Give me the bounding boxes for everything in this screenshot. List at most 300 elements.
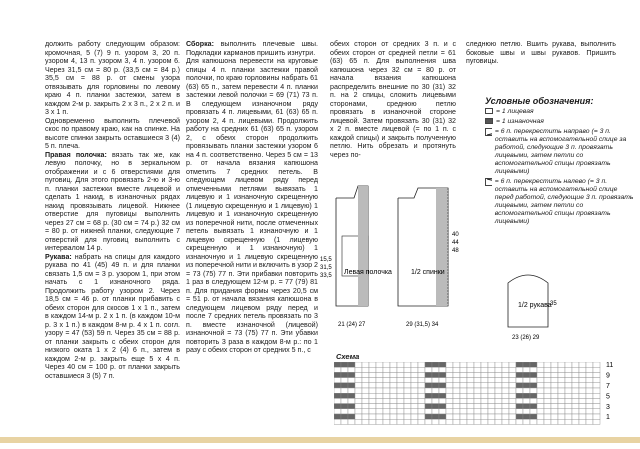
chart-cell xyxy=(418,409,425,414)
cable-right-symbol-icon xyxy=(485,128,492,136)
chart-cell xyxy=(425,404,432,409)
chart-cell xyxy=(474,404,481,409)
chart-cell xyxy=(565,409,572,414)
chart-cell xyxy=(369,388,376,393)
chart-cell xyxy=(572,414,579,419)
chart-cell xyxy=(537,362,544,367)
chart-cell xyxy=(593,383,600,388)
chart-cell xyxy=(593,398,600,403)
chart-cell xyxy=(579,383,586,388)
chart-cell xyxy=(404,372,411,377)
chart-cell xyxy=(348,372,355,377)
chart-cell xyxy=(467,414,474,419)
chart-cell xyxy=(523,393,530,398)
stitch-chart xyxy=(334,362,634,434)
chart-cell xyxy=(509,404,516,409)
chart-cell xyxy=(355,362,362,367)
chart-cell xyxy=(530,393,537,398)
chart-cell xyxy=(572,372,579,377)
chart-cell xyxy=(418,414,425,419)
chart-cell xyxy=(334,393,341,398)
chart-cell xyxy=(376,419,383,424)
chart-cell xyxy=(579,409,586,414)
chart-cell xyxy=(355,378,362,383)
chart-cell xyxy=(572,404,579,409)
chart-cell xyxy=(586,419,593,424)
paragraph: Одновременно выполнить плечевой скос по правому краю, как на спинке. На высоте спинки закрыть оставшиеся 3 (4) 5 п. плеча. xyxy=(45,116,180,150)
paragraph xyxy=(45,253,180,381)
chart-cell xyxy=(425,388,432,393)
chart-cell xyxy=(593,362,600,367)
chart-cell xyxy=(509,393,516,398)
chart-cell xyxy=(390,378,397,383)
chart-cell xyxy=(474,409,481,414)
chart-cell xyxy=(341,404,348,409)
chart-cell xyxy=(460,383,467,388)
chart-cell xyxy=(404,393,411,398)
chart-cell xyxy=(404,419,411,424)
chart-cell xyxy=(593,372,600,377)
chart-cell xyxy=(467,362,474,367)
chart-cell xyxy=(565,398,572,403)
chart-cell xyxy=(355,414,362,419)
chart-cell xyxy=(355,372,362,377)
chart-cell xyxy=(369,404,376,409)
chart-cell xyxy=(418,378,425,383)
chart-cell xyxy=(362,414,369,419)
chart-cell xyxy=(404,398,411,403)
chart-cell xyxy=(593,414,600,419)
chart-cell xyxy=(481,404,488,409)
chart-cell xyxy=(565,388,572,393)
chart-cell xyxy=(453,383,460,388)
chart-cell xyxy=(495,383,502,388)
chart-cell xyxy=(411,398,418,403)
legend-text: = 1 изнаночная xyxy=(496,118,544,125)
chart-cell xyxy=(460,362,467,367)
chart-cell xyxy=(467,419,474,424)
chart-cell xyxy=(376,383,383,388)
chart-cell xyxy=(551,398,558,403)
chart-cell xyxy=(411,419,418,424)
chart-cell xyxy=(432,393,439,398)
chart-cell xyxy=(376,362,383,367)
chart-cell xyxy=(397,398,404,403)
chart-cell xyxy=(453,414,460,419)
chart-cell xyxy=(432,372,439,377)
dim-label: 40 xyxy=(452,232,459,238)
chart-cell xyxy=(446,372,453,377)
dim-label: 33,5 xyxy=(320,273,332,279)
chart-cell xyxy=(411,383,418,388)
chart-cell xyxy=(418,372,425,377)
chart-cell xyxy=(551,409,558,414)
chart-cell xyxy=(334,367,341,372)
chart-cell xyxy=(418,362,425,367)
chart-cell xyxy=(544,383,551,388)
chart-cell xyxy=(334,372,341,377)
chart-cell xyxy=(474,388,481,393)
chart-cell xyxy=(369,393,376,398)
chart-cell xyxy=(572,409,579,414)
sleeve-label: 1/2 рукава xyxy=(518,302,552,309)
dim-label: 44 xyxy=(452,240,459,246)
chart-cell xyxy=(502,414,509,419)
chart-cell xyxy=(432,383,439,388)
paragraph: Для капюшона перевести на круговые спицы 4 п. планки застежки правой полочки, по краю горловины набрать 61 (63) 65 п., затем перевести 4 п. планки застежки левой полочки = 69 (71) 73 п. В следующем изнаночном ряду провязать 4 п. лицевыми, 61 (63) 65 п. узором 2, 4 п. лицевыми. Продолжить работу на средних 61 (63) 65 п. узором 2, с обеих сторон продолжить провязывать планки застежки узором 6 на 4 п. соответственно. Через 5 см = 13 р. от начала вязания капюшона отметить 7 средних петель. В следующем лицевом ряду перед отмеченными петлями вывязать 1 лицевую и 1 изнаночную скрещенную (1 лицевую скрещенную и 1 лицевую) 1 лицевую и 1 изнаночную скрещенную из поперечной нити, после отмеченных петель вывязать 1 изнаночную и 1 лицевую скрещенную (1 лицевую скрещенную и 1 изнаночную) 1 изнаночную и 1 лицевую скрещенную из поперечной нити и включить в узор 2 = 73 (75) 77 п. Эти прибавки повторить 1 раз в следующем 12-м р. = 77 (79) 81 п. Для придания формы через 20,5 см = 51 р. от начала вязания капюшона в следующем лицевом ряду перед и после 7 средних петель провязать по 3 п. вместе изнаночной (лицевой) изнаночной = 73 (75) 77 п. Эти убавки повторить 3 раза в каждом 8-м р.: по 1 разу с обеих сторон от средних 5 п., с xyxy=(186,57,318,354)
chart-cell xyxy=(411,378,418,383)
chart-cell xyxy=(516,409,523,414)
chart-cell xyxy=(523,388,530,393)
chart-cell xyxy=(572,419,579,424)
chart-cell xyxy=(404,383,411,388)
chart-cell xyxy=(362,419,369,424)
chart-cell xyxy=(579,414,586,419)
chart-cell xyxy=(537,378,544,383)
chart-cell xyxy=(537,398,544,403)
chart-cell xyxy=(579,404,586,409)
chart-cell xyxy=(495,419,502,424)
chart-cell xyxy=(411,409,418,414)
chart-cell xyxy=(348,362,355,367)
chart-cell xyxy=(586,393,593,398)
chart-cell xyxy=(376,378,383,383)
paragraph: обеих сторон от средних 3 п. и с обеих сторон от средней петли = 61 (63) 65 п. Для выполнения шва капюшона через 32 см = 80 р. от начала вязания капюшона распределить внешние по 30 (31) 32 п. на 2 спицы, сложить лицевыми сторонами, среднюю петлю провязать в изнаночной стороне лицевой. Затем провязать 30 (31) 32 х 2 п. вместе лицевой (= по 1 п. с каждой спицы) и закрыть полученную петлю. Нить обрезать и протянуть через по- xyxy=(330,40,456,159)
chart-cell xyxy=(334,378,341,383)
chart-cell xyxy=(404,414,411,419)
chart-cell xyxy=(516,367,523,372)
chart-cell xyxy=(488,409,495,414)
legend-item xyxy=(485,178,635,226)
chart-cell xyxy=(439,419,446,424)
chart-cell xyxy=(418,388,425,393)
chart-cell xyxy=(544,372,551,377)
chart-cell xyxy=(502,367,509,372)
chart-cell xyxy=(495,362,502,367)
chart-cell xyxy=(439,409,446,414)
chart-cell xyxy=(425,362,432,367)
chart-cell xyxy=(439,388,446,393)
section-heading: Правая полочка: xyxy=(45,150,107,159)
chart-cell xyxy=(446,388,453,393)
chart-cell xyxy=(474,419,481,424)
chart-cell xyxy=(481,372,488,377)
chart-cell xyxy=(348,393,355,398)
chart-cell xyxy=(390,367,397,372)
chart-cell xyxy=(439,404,446,409)
chart-cell xyxy=(453,388,460,393)
chart-cell xyxy=(502,419,509,424)
chart-cell xyxy=(334,383,341,388)
row-number: 1 xyxy=(606,414,610,422)
chart-cell xyxy=(383,398,390,403)
chart-cell xyxy=(502,393,509,398)
section-heading: Рукава: xyxy=(45,252,72,261)
chart-cell xyxy=(565,404,572,409)
chart-cell xyxy=(516,398,523,403)
chart-cell xyxy=(460,393,467,398)
chart-cell xyxy=(425,393,432,398)
chart-cell xyxy=(362,409,369,414)
chart-cell xyxy=(439,367,446,372)
back-fill xyxy=(436,188,448,306)
chart-cell xyxy=(397,372,404,377)
chart-cell xyxy=(404,409,411,414)
chart-cell xyxy=(586,383,593,388)
chart-cell xyxy=(390,372,397,377)
chart-cell xyxy=(355,398,362,403)
chart-cell xyxy=(369,398,376,403)
chart-cell xyxy=(495,414,502,419)
chart-cell xyxy=(460,419,467,424)
chart-cell xyxy=(509,367,516,372)
chart-cell xyxy=(432,419,439,424)
chart-cell xyxy=(341,398,348,403)
chart-cell xyxy=(509,419,516,424)
chart-cell xyxy=(495,378,502,383)
chart-cell xyxy=(390,388,397,393)
chart-cell xyxy=(502,372,509,377)
chart-cell xyxy=(404,367,411,372)
chart-cell xyxy=(334,409,341,414)
scheme-label: Схема xyxy=(336,352,360,361)
paragraph xyxy=(45,151,180,253)
chart-cell xyxy=(537,414,544,419)
chart-cell xyxy=(537,383,544,388)
chart-cell xyxy=(537,372,544,377)
chart-cell xyxy=(446,404,453,409)
chart-cell xyxy=(502,409,509,414)
chart-cell xyxy=(565,362,572,367)
chart-cell xyxy=(565,367,572,372)
chart-cell xyxy=(348,419,355,424)
chart-cell xyxy=(355,409,362,414)
chart-cell xyxy=(369,367,376,372)
chart-cell xyxy=(348,409,355,414)
chart-cell xyxy=(467,378,474,383)
chart-cell xyxy=(502,404,509,409)
chart-cell xyxy=(355,419,362,424)
chart-cell xyxy=(425,383,432,388)
chart-cell xyxy=(509,388,516,393)
chart-cell xyxy=(341,372,348,377)
chart-cell xyxy=(530,367,537,372)
chart-cell xyxy=(537,367,544,372)
chart-cell xyxy=(593,378,600,383)
chart-cell xyxy=(558,388,565,393)
chart-cell xyxy=(334,404,341,409)
chart-cell xyxy=(502,362,509,367)
chart-cell xyxy=(586,404,593,409)
chart-cell xyxy=(460,367,467,372)
chart-cell xyxy=(474,383,481,388)
chart-cell xyxy=(488,398,495,403)
chart-cell xyxy=(481,409,488,414)
chart-cell xyxy=(390,414,397,419)
chart-cell xyxy=(411,393,418,398)
chart-cell xyxy=(404,378,411,383)
paragraph-text: вязать так же, как левую полочку, но в зеркальном отображении и с 6 отверстиями для пуговиц. Для этого провязать 2-ю и 3-ю п. планки застежки вместе лицевой и сделать 1 накид, в изнаночных рядах накид провязывать лицевой. Нижнее отверстие для пуговицы выполнить через 27 см = 68 р. (30 см = 74 р.) 32 см = 80 р. от нижней планки, следующие 7 отверстий для пуговиц выполнить с интервалом 14 р. xyxy=(45,150,181,252)
chart-cell xyxy=(558,378,565,383)
dim-label: 48 xyxy=(452,248,459,254)
chart-cell xyxy=(495,404,502,409)
chart-cell xyxy=(467,409,474,414)
chart-cell xyxy=(537,419,544,424)
chart-cell xyxy=(369,414,376,419)
chart-cell xyxy=(446,362,453,367)
chart-cell xyxy=(530,372,537,377)
chart-cell xyxy=(404,362,411,367)
chart-cell xyxy=(467,367,474,372)
dim-label: 21 (24) 27 xyxy=(338,322,366,328)
chart-cell xyxy=(551,362,558,367)
chart-cell xyxy=(530,378,537,383)
chart-cell xyxy=(579,419,586,424)
dim-label: 15,5 xyxy=(320,257,332,263)
chart-cell xyxy=(397,404,404,409)
chart-cell xyxy=(383,388,390,393)
chart-cell xyxy=(523,404,530,409)
chart-cell xyxy=(544,404,551,409)
chart-cell xyxy=(474,378,481,383)
chart-cell xyxy=(355,383,362,388)
chart-cell xyxy=(411,404,418,409)
chart-cell xyxy=(551,372,558,377)
chart-cell xyxy=(376,414,383,419)
legend-title: Условные обозначения: xyxy=(485,96,594,106)
row-number: 7 xyxy=(606,383,610,390)
purl-symbol-icon xyxy=(485,118,493,124)
chart-cell xyxy=(572,383,579,388)
chart-cell xyxy=(460,372,467,377)
chart-cell xyxy=(432,409,439,414)
chart-cell xyxy=(376,404,383,409)
chart-cell xyxy=(397,393,404,398)
chart-cell xyxy=(481,388,488,393)
chart-cell xyxy=(530,404,537,409)
chart-cell xyxy=(376,398,383,403)
chart-cell xyxy=(460,414,467,419)
chart-cell xyxy=(537,409,544,414)
chart-cell xyxy=(460,409,467,414)
chart-cell xyxy=(467,372,474,377)
chart-cell xyxy=(558,393,565,398)
chart-cell xyxy=(362,393,369,398)
row-number: 9 xyxy=(606,372,610,380)
chart-cell xyxy=(544,362,551,367)
chart-cell xyxy=(579,362,586,367)
chart-cell xyxy=(481,398,488,403)
chart-cell xyxy=(558,419,565,424)
chart-cell xyxy=(551,393,558,398)
chart-cell xyxy=(495,367,502,372)
chart-cell xyxy=(502,398,509,403)
chart-cell xyxy=(481,367,488,372)
dim-label: 23 (26) 29 xyxy=(512,335,540,341)
chart-cell xyxy=(460,378,467,383)
chart-cell xyxy=(453,372,460,377)
chart-cell xyxy=(467,388,474,393)
chart-cell xyxy=(418,383,425,388)
chart-cell xyxy=(425,414,432,419)
chart-cell xyxy=(523,383,530,388)
chart-cell xyxy=(544,419,551,424)
chart-cell xyxy=(495,398,502,403)
chart-cell xyxy=(488,393,495,398)
chart-cell xyxy=(523,372,530,377)
chart-cell xyxy=(593,388,600,393)
chart-cell xyxy=(453,362,460,367)
chart-cell xyxy=(481,362,488,367)
chart-cell xyxy=(418,367,425,372)
legend-text: = 6 п. перекрестить направо (= 3 п. оставить на вспомогательной спице за работой, следующие 3 п. провязать лицевыми, затем петли со вспомогательной спицы провязать лицевыми) xyxy=(494,128,627,175)
chart-cell xyxy=(383,372,390,377)
chart-cell xyxy=(509,398,516,403)
chart-cell xyxy=(411,414,418,419)
chart-cell xyxy=(390,419,397,424)
chart-cell xyxy=(334,388,341,393)
chart-cell xyxy=(397,409,404,414)
chart-cell xyxy=(348,367,355,372)
chart-cell xyxy=(418,398,425,403)
chart-cell xyxy=(565,419,572,424)
chart-cell xyxy=(593,419,600,424)
paragraph-text: набрать на спицы для каждого рукава по 41 (45) 49 п. и для планки связать 1,5 см = 3 р. узором 1, при этом начать с 1 изнаночного ряда. Продолжить работу узором 2. Через 18,5 см = 46 р. от планки прибавить с обеих сторон для скосов 1 х 1 п., затем в каждом 14-м р. 2 х 1 п. (в каждом 10-м р. 3 х 1 п.) в каждом 8-м р. 4 х 1 п. согл. узору = 47 (53) 59 п. Через 35 см = 88 р. от планки закрыть с обеих сторон для низкого оката 1 х 2 (4) 6 п., затем в каждом 2-м р. закрыть еще 5 х 4 п. Через 40 см = 100 р. от планки закрыть оставшиеся 3 (5) 7 п. xyxy=(45,252,180,380)
knit-symbol-icon xyxy=(485,108,493,114)
chart-cell xyxy=(544,398,551,403)
chart-cell xyxy=(551,367,558,372)
chart-cell xyxy=(509,409,516,414)
chart-cell xyxy=(446,367,453,372)
chart-cell xyxy=(425,409,432,414)
chart-cell xyxy=(348,398,355,403)
chart-cell xyxy=(348,383,355,388)
chart-cell xyxy=(488,388,495,393)
chart-cell xyxy=(397,367,404,372)
chart-cell xyxy=(355,367,362,372)
chart-cell xyxy=(488,378,495,383)
chart-cell xyxy=(369,419,376,424)
chart-cell xyxy=(369,372,376,377)
legend xyxy=(485,97,635,228)
chart-cell xyxy=(488,367,495,372)
chart-cell xyxy=(362,378,369,383)
chart-cell xyxy=(551,378,558,383)
chart-cell xyxy=(572,393,579,398)
chart-cell xyxy=(362,398,369,403)
text-column-4 xyxy=(466,40,616,66)
chart-cell xyxy=(551,419,558,424)
chart-cell xyxy=(481,393,488,398)
chart-cell xyxy=(558,367,565,372)
chart-cell xyxy=(572,362,579,367)
chart-cell xyxy=(516,383,523,388)
chart-cell xyxy=(530,398,537,403)
chart-cell xyxy=(572,398,579,403)
chart-cell xyxy=(523,378,530,383)
chart-cell xyxy=(523,414,530,419)
chart-cell xyxy=(481,419,488,424)
chart-cell xyxy=(558,383,565,388)
chart-cell xyxy=(439,378,446,383)
chart-cell xyxy=(481,414,488,419)
chart-cell xyxy=(341,419,348,424)
text-column-2 xyxy=(186,40,318,355)
chart-cell xyxy=(516,362,523,367)
chart-cell xyxy=(362,383,369,388)
chart-cell xyxy=(488,404,495,409)
chart-cell xyxy=(586,372,593,377)
